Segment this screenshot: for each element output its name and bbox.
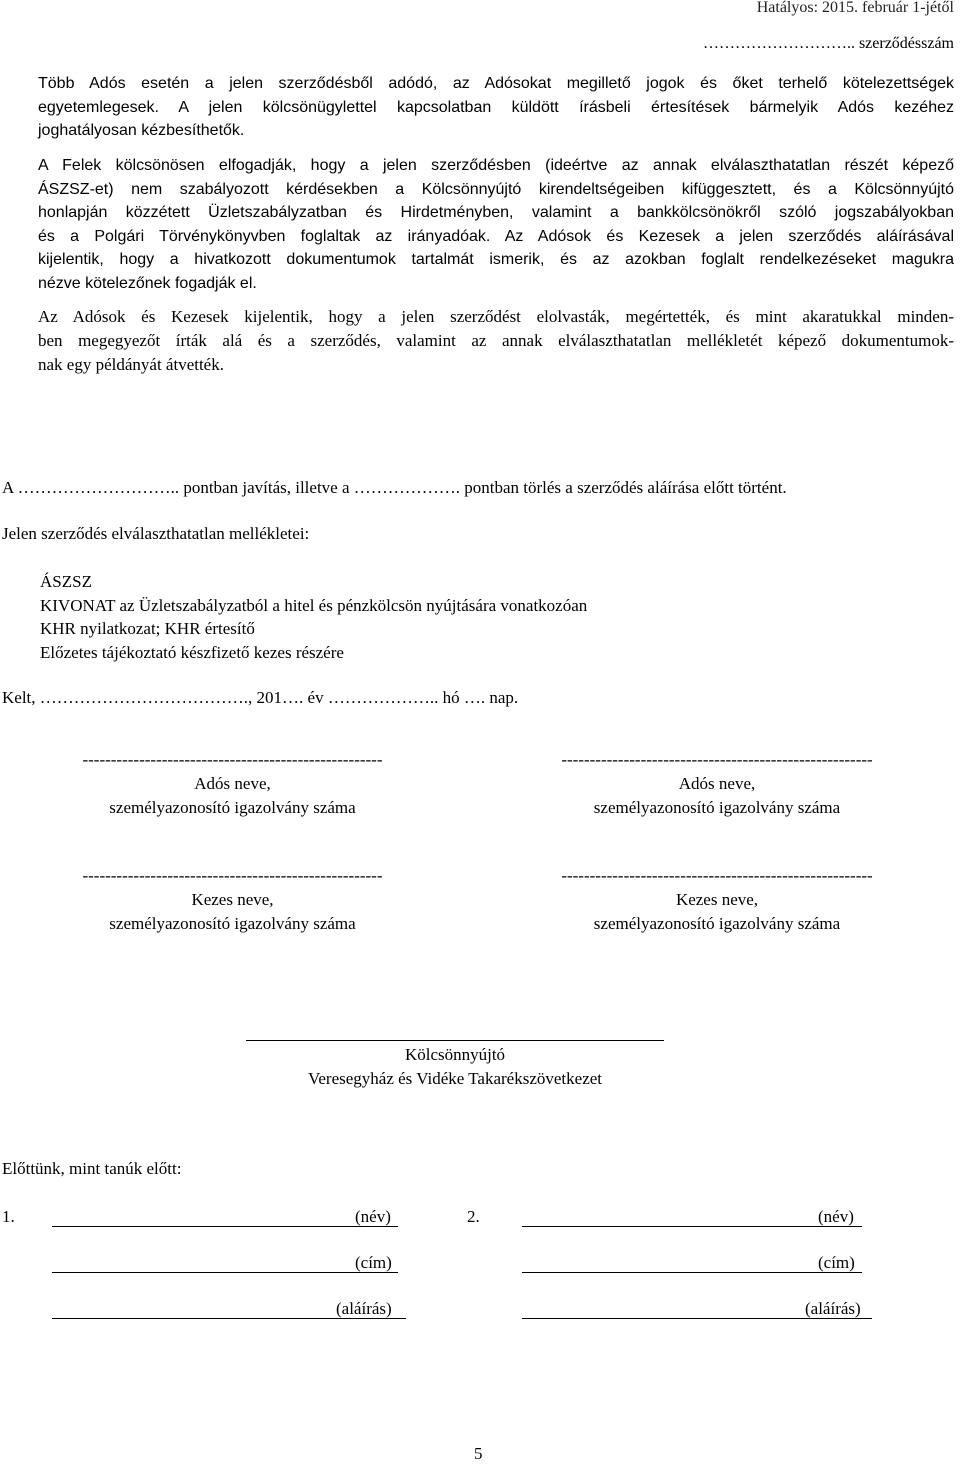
lender-role-label: Kölcsönnyújtó [404,1045,506,1064]
id-number-label: személyazonosító igazolvány száma [109,914,356,933]
witnesses-heading: Előttünk, mint tanúk előtt: [2,1159,182,1178]
witness-2-address-line [522,1272,862,1273]
debtor-signature-2 [522,748,912,820]
debtor-signature-1 [40,748,425,820]
text-line: Több Adós esetén a jelen szerződésből adódó, az Adósokat megillető jogok és őket terhelő kötelezettségek [38,75,954,92]
witness-1-address-label: (cím) [355,1253,392,1272]
witness-1-number: 1. [2,1207,15,1226]
guarantor-name-label: Kezes neve, [191,890,274,909]
witness-2-address-label: (cím) [818,1253,855,1272]
paragraph-governing-rules [38,154,954,295]
page-number: 5 [474,1444,483,1463]
text-line: A Felek kölcsönösen elfogadják, hogy a jelen szerződésben (ideértve az annak elválaszthatatlan részét képező [38,157,954,174]
witness-2-name-label: (név) [818,1207,854,1226]
id-number-label: személyazonosító igazolvány száma [593,798,841,817]
id-number-label: személyazonosító igazolvány száma [109,798,356,817]
lender-signature [180,1043,730,1091]
witness-1-name-label: (név) [355,1207,391,1226]
witness-2-signature-label: (aláírás) [805,1299,861,1318]
text-line: ben megegyezőt írták alá és a szerződés, valamint az annak elválaszthatatlan mellékletét képező dokumentumok- [38,331,954,350]
correction-note: A ……………………….. pontban javítás, illetve a ………………. pontban törlés a szerződés aláírása előtt történt. [2,478,787,497]
text-line: joghatályosan kézbesíthetők. [38,122,245,139]
witness-1-name-line [52,1226,398,1227]
paragraph-joint-liability [38,72,954,143]
signature-dash-line: ----------------------------------------------------- [82,750,383,769]
witness-1-signature-label: (aláírás) [336,1299,392,1318]
attachments-heading: Jelen szerződés elválaszthatatlan mellékletei: [2,524,310,543]
signature-dash-line: ----------------------------------------------------- [82,866,383,885]
text-line: és a Polgári Törvénykönyvben foglaltak az irányadóak. Az Adósok és Kezesek a jelen szerződés aláírásával [38,227,954,245]
text-line: Az Adósok és Kezesek kijelentik, hogy a jelen szerződést elolvasták, megértették, és mint akaratukkal minden- [38,307,954,326]
text-line: honlapján közzétett Üzletszabályzatban és Hirdetményben, valamint a bankkölcsönökről szóló jogszabályokban [38,204,954,221]
attachments-list [40,570,587,664]
witness-2-number: 2. [467,1207,480,1226]
guarantor-signature-2 [522,864,912,936]
text-line: egyetemlegesek. A jelen kölcsönügylettel kapcsolatban küldött írásbeli értesítések bármelyik Adós kezéhez [38,98,954,116]
guarantor-signature-1 [40,864,425,936]
attachment-item: KIVONAT az Üzletszabályzatból a hitel és pénzkölcsön nyújtására vonatkozóan [40,595,588,615]
witness-1-address-line [52,1272,398,1273]
text-line: kijelentik, hogy a hivatkozott dokumentumok tartalmát ismerik, és az azokban foglalt rendelkezéseket magukra [38,251,954,268]
signature-dash-line: ------------------------------------------------------- [561,866,873,885]
paragraph-declaration [38,305,954,377]
signature-dash-line: ------------------------------------------------------- [561,750,873,769]
effective-date: Hatályos: 2015. február 1-jétől [756,0,954,16]
text-line: ÁSZSZ-et) nem szabályozott kérdésekben a Kölcsönnyújtó kirendeltségeiben kifüggesztett, és a Kölcsönnyújtó [38,180,954,198]
attachment-item: Előzetes tájékoztató készfizető kezes részére [40,642,344,662]
attachment-item: ÁSZSZ [40,572,92,591]
contract-number: ……………………….. szerződésszám [702,35,954,52]
guarantor-name-label: Kezes neve, [675,890,759,909]
text-line: nézve kötelezőnek fogadják el. [38,274,257,292]
attachment-item: KHR nyilatkozat; KHR értesítő [40,619,255,638]
date-line: Kelt, ………………………………., 201…. év ……………….. hó …. nap. [2,688,519,707]
debtor-name-label: Adós neve, [194,774,271,793]
lender-name-label: Veresegyház és Vidéke Takarékszövetkezet [307,1069,603,1088]
id-number-label: személyazonosító igazolvány száma [593,914,841,933]
text-line: nak egy példányát átvették. [38,355,224,374]
debtor-name-label: Adós neve, [678,774,756,793]
witness-2-name-line [522,1226,862,1227]
lender-signature-line [246,1040,664,1041]
